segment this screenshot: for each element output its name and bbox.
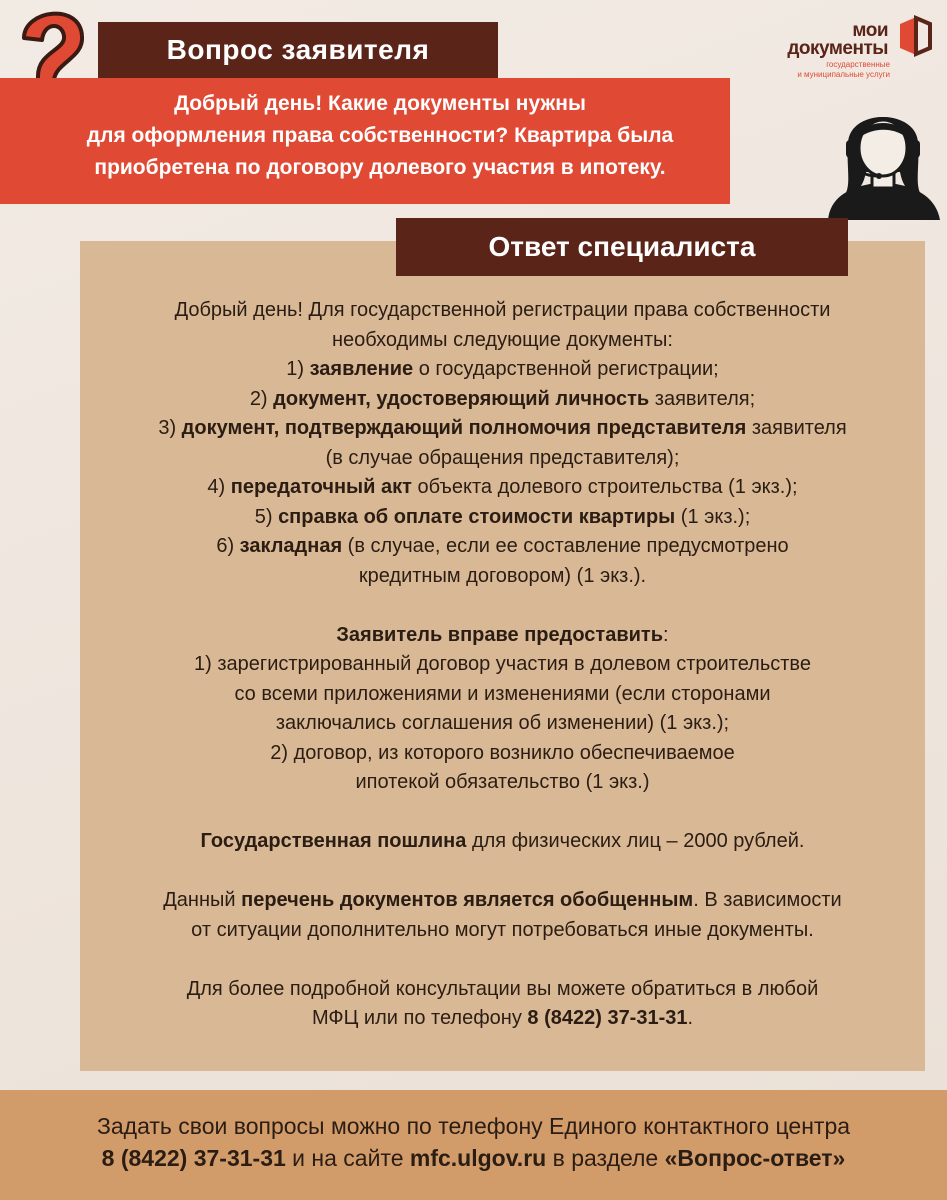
spacer — [100, 591, 905, 621]
footer-line: 8 (8422) 37-31-31 и на сайте mfc.ulgov.ru в разделе «Вопрос-ответ» — [101, 1145, 846, 1171]
consult-phone: 8 (8422) 37-31-31 — [527, 1007, 688, 1029]
note-text: от ситуации дополнительно могут потребоваться иные документы. — [191, 918, 814, 941]
footer-site: mfc.ulgov.ru — [409, 1145, 547, 1171]
spacer — [100, 798, 905, 828]
question-title: Вопрос заявителя — [98, 22, 498, 78]
document-item-6: 6) закладная (в случае, если ее составление предусмотрено — [216, 535, 789, 557]
optional-item-2: 2) договор, из которого возникло обеспечиваемое — [270, 741, 735, 764]
answer-intro: необходимы следующие документы: — [332, 328, 673, 351]
logo-wordmark: мои документы — [787, 20, 888, 59]
answer-intro: Добрый день! Для государственной регистрации права собственности — [174, 299, 831, 321]
document-item-1: 1) заявление о государственной регистрации; — [286, 358, 719, 380]
footer-text — [0, 1110, 947, 1174]
document-item-4: 4) передаточный акт объекта долевого строительства (1 экз.); — [207, 476, 798, 498]
optional-heading: Заявитель вправе предоставить: — [336, 623, 669, 646]
document-item-2: 2) документ, удостоверяющий личность заявителя; — [249, 387, 756, 410]
consult-text: МФЦ или по телефону 8 (8422) 37-31-31. — [311, 1007, 694, 1029]
footer-section: «Вопрос-ответ» — [664, 1145, 846, 1171]
optional-item-2: ипотекой обязательство (1 экз.) — [355, 771, 650, 793]
fee-text: Государственная пошлина для физических лиц – 2000 рублей. — [200, 830, 805, 852]
question-line: для оформления права собственности? Квартира была — [86, 124, 674, 147]
footer-line: Задать свои вопросы можно по телефону Единого контактного центра — [96, 1113, 851, 1139]
question-line: Добрый день! Какие документы нужны — [174, 92, 586, 115]
spacer — [100, 945, 905, 975]
footer-phone: 8 (8422) 37-31-31 — [101, 1145, 286, 1171]
consult-text: Для более подробной консультации вы можете обратиться в любой — [186, 977, 819, 1000]
question-line: приобретена по договору долевого участия в ипотеку. — [94, 156, 666, 179]
document-item-3: 3) документ, подтверждающий полномочия представителя заявителя — [158, 417, 847, 439]
answer-body — [100, 296, 905, 1034]
spacer — [100, 857, 905, 887]
question-text — [40, 88, 720, 184]
optional-item-1: со всеми приложениями и изменениями (если сторонами — [234, 682, 771, 705]
answer-title: Ответ специалиста — [396, 218, 848, 276]
logo-icon — [896, 14, 932, 60]
moi-dokumenty-logo — [770, 10, 940, 90]
document-item-3-note: (в случае обращения представителя); — [325, 446, 680, 469]
document-item-5: 5) справка об оплате стоимости квартиры (1 экз.); — [254, 505, 751, 528]
note-text: Данный перечень документов является обобщенным. В зависимости — [163, 889, 842, 911]
document-item-6-note: кредитным договором) (1 экз.). — [358, 564, 647, 587]
optional-item-1: 1) зарегистрированный договор участия в долевом строительстве — [194, 653, 811, 675]
operator-headset-icon — [818, 96, 947, 220]
optional-item-1: заключались соглашения об изменении) (1 экз.); — [275, 712, 730, 734]
logo-tagline: государственные и муниципальные услуги — [797, 60, 890, 79]
